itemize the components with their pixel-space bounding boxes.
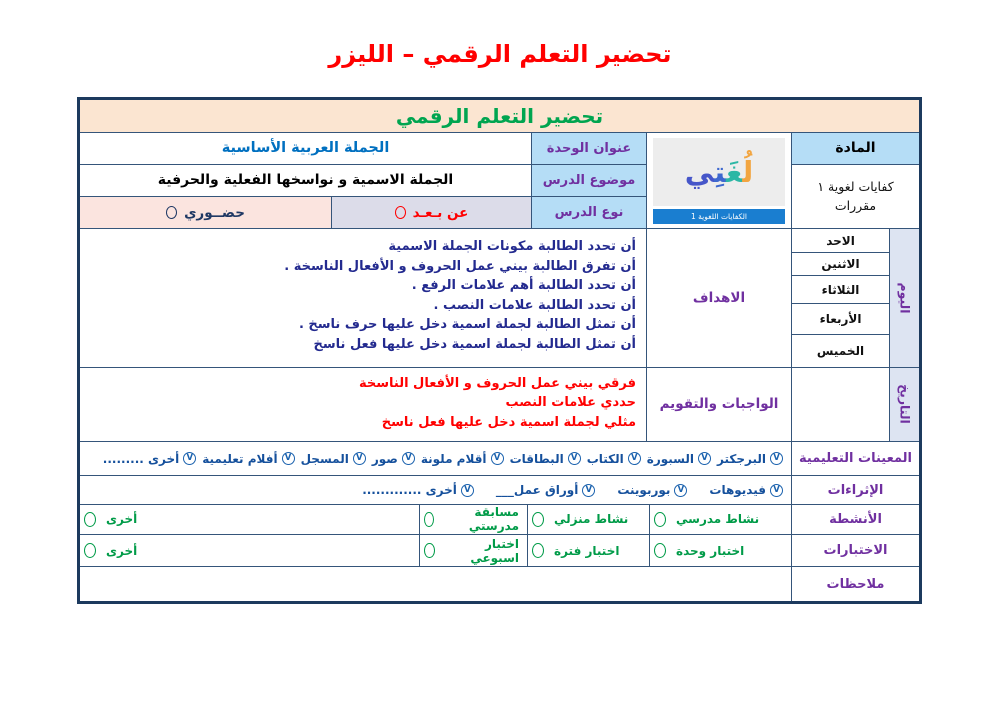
teaching-aids-items [80, 442, 791, 476]
logo-wordmark [685, 155, 753, 189]
days-column [791, 229, 889, 366]
subject-header: المادة [791, 133, 919, 165]
check-v-icon [183, 452, 196, 465]
homework-content [80, 368, 646, 441]
logo-letter: ي [684, 154, 715, 189]
objective-line: أن تحدد الطالبة علامات النصب . [433, 297, 636, 313]
option-circle-icon [654, 543, 666, 558]
enrichment-option[interactable] [617, 483, 687, 497]
activities-header: الأنشطة [791, 505, 919, 534]
check-v-icon [402, 452, 415, 465]
objective-line: أن تمثل الطالبة لجملة اسمية دخل عليها فعل ناسخ [313, 336, 636, 352]
date-strip-label: التاريخ [897, 384, 912, 425]
check-v-icon [582, 484, 595, 497]
logo-letter: لُ [742, 154, 754, 189]
aid-label: السبورة [646, 451, 695, 466]
lesson-topic-value: الجملة الاسمية و نواسخها الفعلية والحرفية [80, 165, 531, 197]
homework-header: الواجبات والتقويم [646, 368, 791, 441]
teaching-aids-row [80, 442, 919, 477]
test-label: اختبار اسبوعي [470, 536, 519, 565]
unit-title-value: الجملة العربية الأساسية [80, 133, 531, 165]
tests-row [80, 535, 919, 568]
check-v-icon [282, 452, 295, 465]
notes-content[interactable] [80, 567, 791, 601]
enrichment-option[interactable] [496, 483, 595, 497]
objectives-content [80, 229, 646, 366]
check-v-icon [674, 484, 687, 497]
objective-line: أن تحدد الطالبة أهم علامات الرفع . [411, 278, 636, 294]
date-value-cell[interactable] [791, 368, 889, 441]
homework-line: فرقي بيني عمل الحروف و الأفعال الناسخة [358, 375, 636, 391]
activity-label: نشاط مدرسي [676, 512, 760, 527]
page-title: تحضير التعلم الرقمي – الليزر [328, 40, 672, 68]
activity-label: مسابقة مدرستي [468, 505, 519, 534]
test-label: اختبار فترة [554, 543, 620, 558]
option-remote[interactable] [331, 197, 531, 229]
day-cell-thursday[interactable]: الخميس [816, 344, 865, 359]
enrichment-option[interactable] [362, 483, 474, 497]
aid-option[interactable] [421, 452, 504, 466]
option-circle-icon [532, 543, 544, 558]
aid-label: أفلام تعليمية [202, 451, 278, 466]
option-circle-icon [395, 206, 406, 219]
date-strip [889, 368, 919, 441]
logo-letter: تِ [714, 154, 726, 189]
subject-value [791, 165, 919, 229]
activity-option[interactable] [527, 505, 649, 534]
day-cell-monday[interactable]: الاثنين [792, 253, 889, 276]
logo-letter: غَ [725, 154, 743, 189]
subject-value-line1: كفايات لغوية ١ [817, 178, 894, 194]
teaching-aids-header: المعينات التعليمية [791, 442, 919, 476]
enrichment-label: أوراق عمل___ [495, 483, 579, 498]
enrichment-label: بوربوينت [617, 483, 671, 498]
check-v-icon [461, 484, 474, 497]
activity-option[interactable] [649, 505, 791, 534]
option-in-person[interactable] [80, 197, 331, 229]
day-strip-label: اليوم [897, 282, 912, 314]
check-v-icon [770, 452, 783, 465]
aid-label: صور [371, 451, 398, 466]
day-cell-tuesday[interactable]: الثلاثاء [792, 276, 889, 304]
enrichment-label: فيديوهات [709, 483, 766, 498]
test-option[interactable] [649, 535, 791, 567]
option-circle-icon [532, 512, 544, 527]
lesson-type-options [80, 197, 531, 229]
option-in-person-label: حضــوري [184, 204, 245, 221]
aid-option[interactable] [103, 452, 196, 466]
table-title: تحضير التعلم الرقمي [395, 103, 604, 128]
option-circle-icon [84, 543, 96, 558]
check-v-icon [353, 452, 366, 465]
tests-header: الاختبارات [791, 535, 919, 567]
check-v-icon [698, 452, 711, 465]
aid-option[interactable] [510, 452, 581, 466]
logo-banner: الكفايات اللغوية 1 [653, 209, 785, 224]
test-option[interactable] [419, 535, 527, 567]
option-circle-icon [166, 206, 177, 219]
lesson-prep-table [77, 97, 922, 604]
aid-label: البرجكتر [717, 451, 766, 466]
aid-label: الكتاب [586, 451, 624, 466]
aid-option[interactable] [717, 452, 783, 466]
test-label: اختبار وحدة [676, 543, 745, 558]
lesson-type-header: نوع الدرس [531, 197, 646, 229]
aid-label: أقلام ملونة [420, 451, 487, 466]
option-circle-icon [424, 512, 434, 527]
lesson-info-grid [80, 133, 919, 230]
aid-label: أخرى ......... [102, 451, 180, 466]
objectives-header: الاهداف [646, 229, 791, 366]
option-remote-label: عن بـعـد [412, 204, 469, 221]
aid-option[interactable] [202, 452, 294, 466]
activity-option[interactable] [419, 505, 527, 534]
day-cell-wednesday[interactable]: الأربعاء [792, 304, 889, 335]
enrichment-label: أخرى ............. [362, 483, 457, 498]
aid-option[interactable] [372, 452, 415, 466]
enrichments-items [80, 476, 791, 504]
notes-row [80, 567, 919, 601]
notes-header: ملاحظات [791, 567, 919, 601]
homework-block [80, 368, 919, 442]
option-circle-icon [424, 543, 435, 558]
aid-label: المسجل [300, 451, 349, 466]
logo-image [653, 138, 785, 206]
activity-label: أخرى [106, 512, 138, 527]
curriculum-logo [646, 133, 791, 229]
test-label: أخرى [106, 543, 138, 558]
aid-option[interactable] [647, 452, 711, 466]
check-v-icon [491, 452, 504, 465]
option-circle-icon [654, 512, 666, 527]
activity-label: نشاط منزلي [554, 512, 629, 527]
check-v-icon [628, 452, 641, 465]
activity-option[interactable] [80, 505, 419, 534]
check-v-icon [568, 452, 581, 465]
test-option[interactable] [527, 535, 649, 567]
enrichments-header: الإثراءات [791, 476, 919, 504]
objectives-block [80, 229, 919, 367]
check-v-icon [770, 484, 783, 497]
enrichment-option[interactable] [709, 483, 783, 497]
aid-label: البطاقات [509, 451, 564, 466]
subject-value-line2: مقررات [834, 197, 877, 213]
option-circle-icon [84, 512, 96, 527]
homework-line: مثلي لجملة اسمية دخل عليها فعل ناسخ [381, 414, 636, 430]
table-title-bar [80, 100, 919, 133]
day-cell-sunday[interactable]: الاحد [792, 229, 889, 253]
aid-option[interactable] [587, 452, 641, 466]
objective-line: أن تمثل الطالبة لجملة اسمية دخل عليها حرف ناسخ . [298, 317, 636, 333]
homework-line: حددي علامات النصب [505, 395, 636, 411]
test-option[interactable] [80, 535, 419, 567]
day-strip [889, 229, 919, 366]
enrichments-row [80, 476, 919, 505]
objective-line: أن تفرق الطالبة بيني عمل الحروف و الأفعال الناسخة . [284, 258, 636, 274]
activities-row [80, 505, 919, 535]
aid-option[interactable] [301, 452, 366, 466]
lesson-topic-header: موضوع الدرس [531, 165, 646, 197]
unit-title-header: عنوان الوحدة [531, 133, 646, 165]
objective-line: أن تحدد الطالبة مكونات الجملة الاسمية [388, 239, 636, 255]
